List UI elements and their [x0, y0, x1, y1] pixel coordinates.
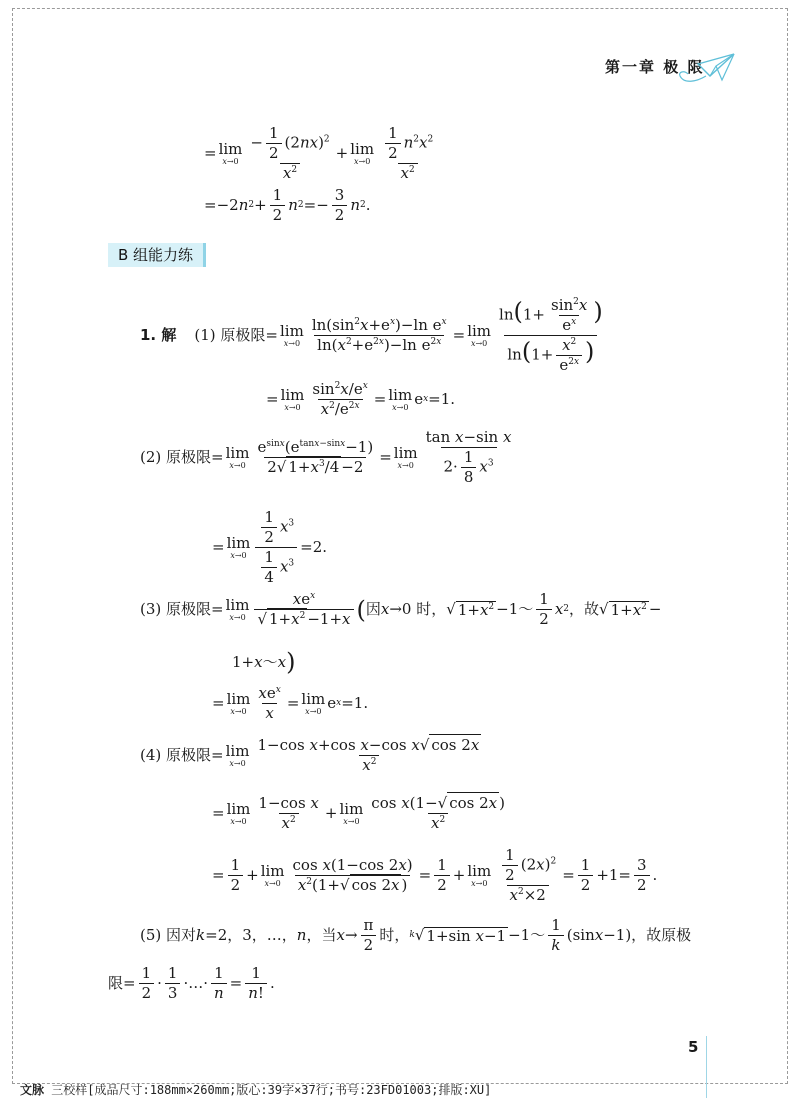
section-title: B 组能力练 [108, 243, 206, 267]
part-label: (4) [140, 746, 162, 764]
margin-rule [706, 1036, 707, 1098]
print-footer [20, 1081, 491, 1098]
equation-line: = 1 2 + lim x→0 cos x(1−cos 2x) $x^2(1+√$ cos 2x ) = 1 2 + lim x→0 $\frac{1}{2}$ $(2x)^2$ $x^2\times 2$ = 1 2 +1= 3 2 . [212, 846, 658, 904]
equation-line: =−2 n 2 + 1 2 n 2 =− 3 2 n 2 . [204, 186, 371, 224]
equation-line: = lim x→0 $xe^x$ x = lim x→0 e x =1. [212, 684, 369, 722]
paper-plane-icon [676, 46, 738, 92]
lead-text: 原极限 [166, 448, 212, 466]
footer-specs: 三校样[成品尺寸:188mm×260mm;版心:39字×37行;书号:23FD01003;排版:XU] [51, 1083, 492, 1097]
chapter-header: 第一章 极 限 [605, 58, 705, 76]
equation-line: 1+ x ～ x ) [232, 648, 296, 676]
equation-line: = lim x→0 $\frac{1}{2}$ $x^3$ $\frac{1}{4}$ $x^3$ =2. [212, 508, 328, 586]
lead-text: 原极限 [220, 326, 266, 344]
equation-line: 1. 解 (1) 原极限 = lim x→0 $\ln(\sin^2x+e^x)-\ln$ $e^x$ $\ln(x^2+e^{2x})-\ln$ $e^{2x}$ = lim x→0 ln(1+ $\frac{\sin^2x}{e^x}$ ) ln(1+ $\frac{x^2}{e^{2x}}$ ) [140, 296, 603, 374]
equation-line: (5) 因对 k =2，3，…， n ，当 x → π 2 时， k √ 1+sin x−1 −1～ 1 k (sin x −1)，故原极 [140, 916, 692, 954]
footer-brand: 文脉 [20, 1083, 45, 1097]
equation-line: (2) 原极限 = lim x→0 $e^{sinx}(e^{tanx-sinx}-1)$ 2√ $1+x^3/4 -2$ = lim x→0 tan x−sin x 2· $\frac{1}{8}$ $x^3$ [140, 428, 512, 486]
part-label: (2) [140, 448, 162, 466]
lead-text: 原极限 [166, 746, 212, 764]
problem-number: 1. 解 [140, 326, 177, 344]
equation-line: = lim x→0 − $\frac{1}{2}$ $(2nx)^2$ $x^2$ + lim x→0 $\frac{1}{2}$ $n^2x^2$ $x^2$ [204, 124, 434, 182]
equation-line: (3) 原极限 = lim x→0 $xe^x$ √ $1+x^2 -1+x$ ( 因 x →0 时，√ $1+x^2$ −1～ 1 2 x 2 ，故√ $1+x^2$ − [140, 590, 662, 628]
part-label: (3) [140, 600, 162, 618]
lead-text: 原极限 [166, 600, 212, 618]
equation-line: (4) 原极限 = lim x→0 1−cos x+cos x−cos x√ cos 2x $x^2$ [140, 736, 480, 774]
equation-line: = lim x→0 1−cos x $x^2$ + lim x→0 cos x(1−√ cos 2x ) $x^2$ [212, 794, 505, 832]
equation-line: = lim x→0 $\sin^2x/e^x$ $x^2/e^{2x}$ = lim x→0 e x =1. [266, 380, 456, 418]
part-label: (1) [194, 326, 216, 344]
equation-line: 限= 1 2 · 1 3 ·…· 1 n = 1 n! . [108, 964, 275, 1002]
part-label: (5) [140, 926, 162, 944]
page-number: 5 [688, 1038, 699, 1056]
